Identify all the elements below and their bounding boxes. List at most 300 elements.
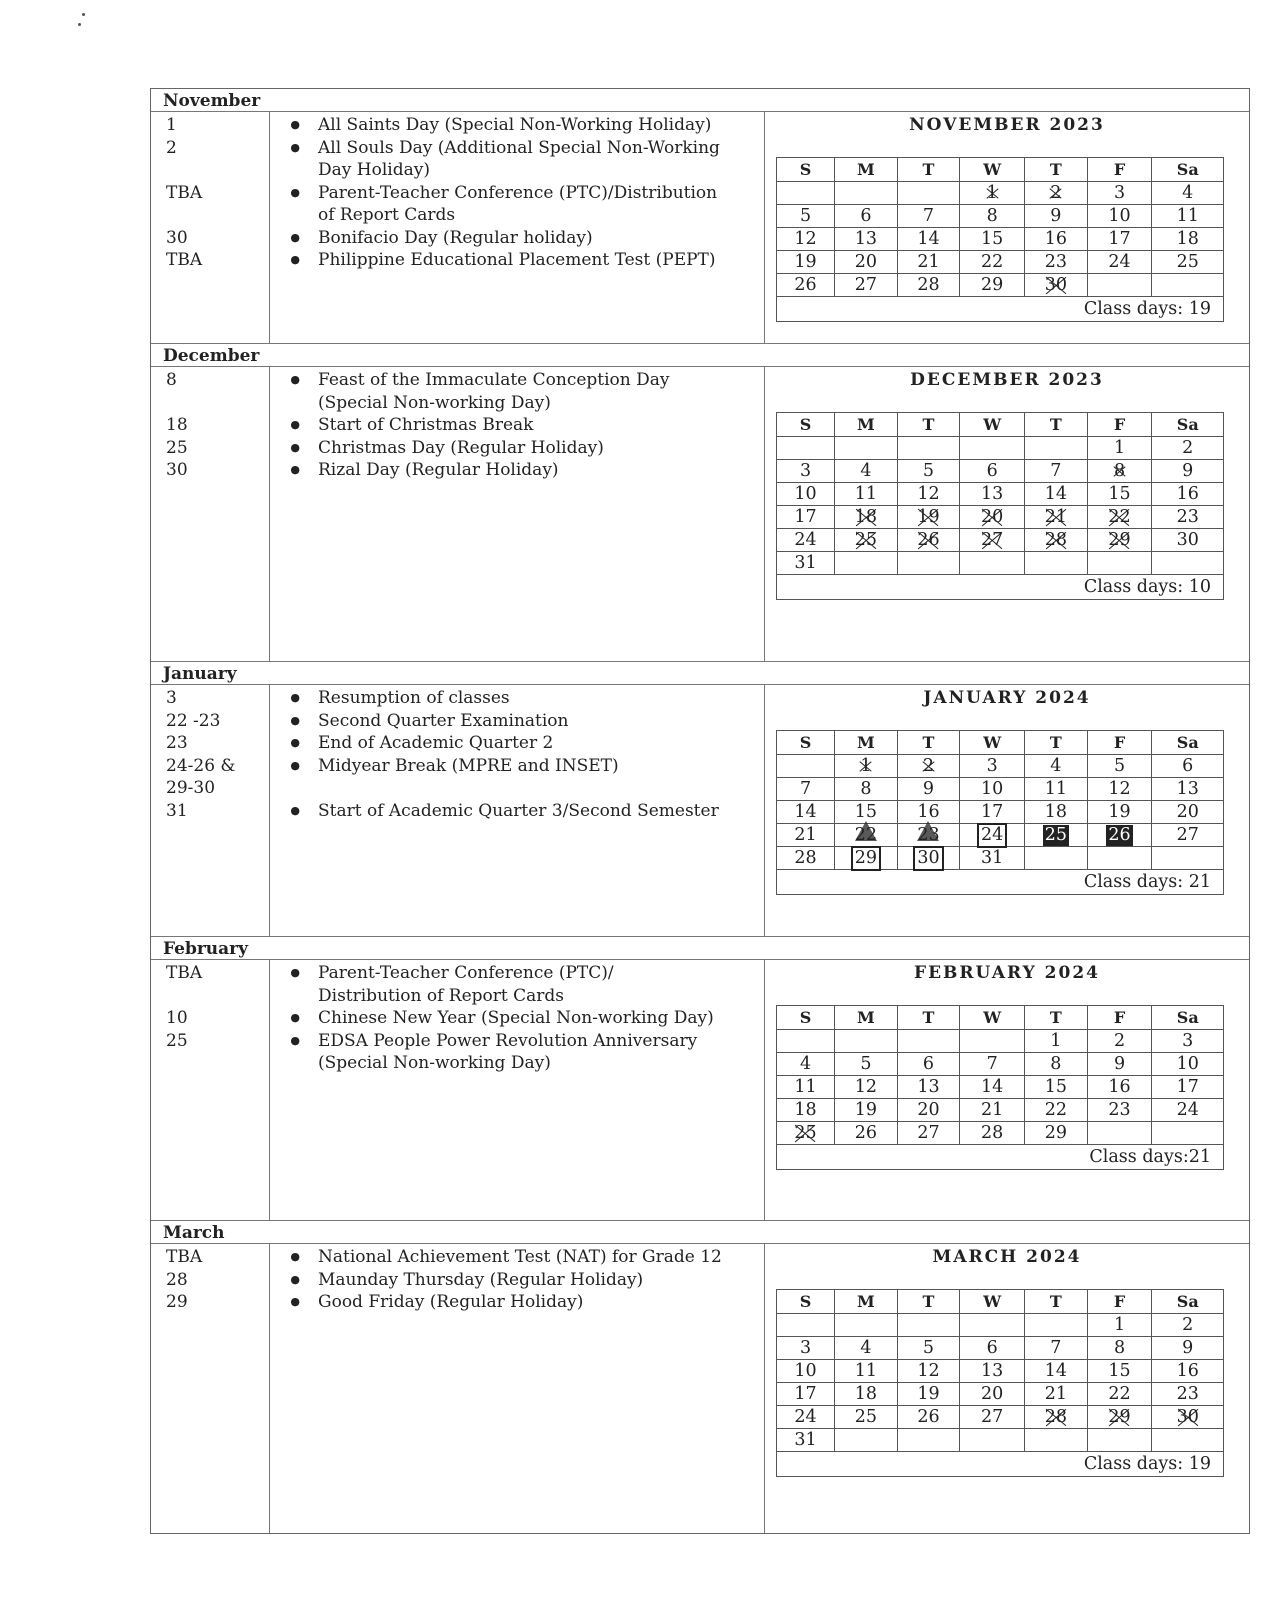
- date-entry: TBA: [166, 1247, 203, 1267]
- day-number: 21: [1044, 1383, 1067, 1404]
- month-heading: January: [151, 662, 1249, 685]
- day-number: 11: [1044, 778, 1067, 799]
- class-days-count: Class days: 19: [777, 1452, 1224, 1477]
- day-number: 5: [922, 460, 935, 481]
- day-number: 3: [1182, 1030, 1194, 1051]
- day-cell: [1025, 205, 1088, 228]
- day-cell: [1152, 483, 1224, 506]
- day-cell: [1025, 274, 1088, 297]
- event-text-line: Rizal Day (Regular Holiday): [318, 460, 559, 480]
- day-number: 13: [1176, 778, 1199, 799]
- day-cell: [777, 506, 835, 529]
- day-cell: [1087, 847, 1152, 870]
- day-cell: [777, 483, 835, 506]
- day-cell: [960, 1337, 1025, 1360]
- bullet-icon: ●: [290, 1033, 300, 1047]
- day-cell: [960, 801, 1025, 824]
- day-cell: [1087, 460, 1152, 483]
- day-cell: [1087, 483, 1152, 506]
- day-number: 7: [1050, 1337, 1062, 1358]
- day-cell: [897, 1122, 960, 1145]
- day-number: 4: [1182, 182, 1194, 203]
- day-cell: [777, 228, 835, 251]
- day-number-crossed: 19: [917, 506, 940, 527]
- day-cell: [1152, 801, 1224, 824]
- bullet-icon: ●: [290, 440, 300, 454]
- day-cell: [1087, 1053, 1152, 1076]
- day-cell: [777, 1076, 835, 1099]
- day-number-crossed: 29: [1108, 529, 1131, 550]
- event-text: [318, 459, 764, 482]
- event-text-line: Feast of the Immaculate Conception Day: [318, 370, 670, 390]
- day-cell: [897, 847, 960, 870]
- week-row: [777, 1406, 1224, 1429]
- day-number: 9: [1182, 1337, 1194, 1358]
- day-number-crossed: 29: [1108, 1406, 1131, 1427]
- day-cell: [777, 1122, 835, 1145]
- day-cell: [960, 552, 1025, 575]
- day-cell: [897, 483, 960, 506]
- week-row: [777, 1360, 1224, 1383]
- day-cell: [960, 1360, 1025, 1383]
- event-text-line: Distribution of Report Cards: [318, 985, 565, 1006]
- event-item: [270, 437, 764, 460]
- month-section-january: [151, 662, 1249, 937]
- event-text-line: Maunday Thursday (Regular Holiday): [318, 1269, 644, 1290]
- day-cell: [777, 274, 835, 297]
- day-cell: [1152, 228, 1224, 251]
- event-text: [318, 437, 764, 460]
- week-row: [777, 824, 1224, 847]
- day-cell: [960, 506, 1025, 529]
- day-cell: [897, 274, 960, 297]
- bullet-icon: ●: [290, 736, 300, 749]
- class-days-row: [777, 297, 1224, 322]
- event-item: [270, 137, 764, 182]
- day-cell: [1087, 1360, 1152, 1383]
- day-cell: [897, 1053, 960, 1076]
- event-text-line: Philippine Educational Placement Test (PEPT): [318, 250, 716, 270]
- weekday-header: Sa: [1152, 731, 1224, 755]
- day-number: 10: [794, 483, 817, 504]
- day-cell: [1087, 1099, 1152, 1122]
- week-row: [777, 801, 1224, 824]
- day-cell: [835, 1337, 898, 1360]
- event-item: [270, 182, 764, 227]
- day-cell: [1087, 274, 1152, 297]
- day-number: 17: [981, 801, 1004, 822]
- event-item: [270, 732, 764, 755]
- event-item: [270, 1291, 764, 1314]
- day-cell: [777, 801, 835, 824]
- day-cell: [897, 506, 960, 529]
- day-number-crossed: 2: [922, 755, 935, 776]
- day-cell: [897, 1076, 960, 1099]
- day-cell: [1087, 801, 1152, 824]
- event-text-line: EDSA People Power Revolution Anniversary: [318, 1030, 698, 1051]
- month-body: [151, 367, 1249, 662]
- day-cell: [835, 1076, 898, 1099]
- class-days-row: [777, 1452, 1224, 1477]
- spacer: [270, 777, 764, 800]
- day-cell: [835, 274, 898, 297]
- day-cell: [777, 1053, 835, 1076]
- mini-calendar: [765, 1244, 1249, 1533]
- day-number: 14: [1044, 1360, 1067, 1381]
- day-number: 7: [1050, 460, 1062, 481]
- bullet-icon: ●: [290, 230, 300, 244]
- day-cell: [897, 205, 960, 228]
- day-number-crossed: 27: [981, 529, 1004, 550]
- event-text-line: (Special Non-working Day): [318, 392, 551, 413]
- weekday-header: S: [777, 413, 835, 437]
- week-row: [777, 1053, 1224, 1076]
- event-item: [270, 755, 764, 778]
- day-number: 23: [1176, 506, 1199, 527]
- day-cell: [1152, 1406, 1224, 1429]
- mini-calendar: [765, 960, 1249, 1220]
- day-number: 9: [1182, 460, 1194, 481]
- day-cell: [1087, 1314, 1152, 1337]
- month-heading: March: [151, 1221, 1249, 1244]
- weekday-header: T: [1025, 731, 1088, 755]
- day-number: 28: [794, 847, 817, 868]
- day-number: 19: [794, 251, 817, 272]
- month-section-november: [151, 89, 1249, 344]
- day-cell: [1025, 1314, 1088, 1337]
- day-cell: [960, 1030, 1025, 1053]
- day-cell: [1087, 1030, 1152, 1053]
- day-cell: [777, 552, 835, 575]
- day-cell: [1025, 529, 1088, 552]
- month-section-february: [151, 937, 1249, 1221]
- day-cell: [1087, 529, 1152, 552]
- date-entry: [166, 392, 269, 415]
- day-number-crossed: 1: [860, 755, 872, 776]
- month-body: [151, 1244, 1249, 1533]
- calendar-title: MARCH 2024: [932, 1247, 1082, 1267]
- day-cell: [777, 1030, 835, 1053]
- day-cell: [1025, 824, 1088, 847]
- day-number: 4: [1050, 755, 1062, 776]
- day-cell: [1025, 251, 1088, 274]
- weekday-header: T: [1025, 1006, 1088, 1030]
- date-entry: [166, 204, 269, 227]
- weekday-header: S: [777, 1006, 835, 1030]
- day-number: 18: [1044, 801, 1067, 822]
- weekday-header: Sa: [1152, 413, 1224, 437]
- events-column: [270, 685, 765, 936]
- day-cell: [960, 274, 1025, 297]
- day-cell: [1087, 506, 1152, 529]
- event-text: [318, 732, 764, 755]
- day-number: 31: [794, 552, 817, 573]
- day-cell: [835, 1053, 898, 1076]
- day-cell: [1087, 824, 1152, 847]
- day-number: 11: [1176, 205, 1199, 226]
- day-cell: [1087, 552, 1152, 575]
- day-number: 22: [1108, 1383, 1131, 1404]
- day-cell: [960, 1053, 1025, 1076]
- week-row: [777, 778, 1224, 801]
- day-number: 23: [1176, 1383, 1199, 1404]
- day-number: 3: [799, 460, 812, 481]
- event-text-line: Midyear Break (MPRE and INSET): [318, 755, 619, 776]
- day-number: 9: [1050, 205, 1062, 226]
- day-number: 11: [794, 1076, 817, 1097]
- event-text: [318, 1246, 764, 1269]
- day-number: 27: [917, 1122, 940, 1143]
- month-section-december: [151, 344, 1249, 662]
- weekday-header: Sa: [1152, 1006, 1224, 1030]
- date-entry: 3: [166, 688, 177, 708]
- day-number: 15: [1108, 1360, 1131, 1381]
- weekday-header-row: [777, 1006, 1224, 1030]
- day-cell: [1087, 437, 1152, 460]
- day-number: 20: [854, 251, 878, 272]
- day-cell: [1025, 228, 1088, 251]
- day-cell: [1152, 205, 1224, 228]
- event-text: [318, 687, 764, 710]
- week-row: [777, 552, 1224, 575]
- date-column: [151, 112, 270, 343]
- day-number: 17: [794, 506, 817, 527]
- day-cell: [897, 1406, 960, 1429]
- day-number: 19: [917, 1383, 940, 1404]
- day-cell: [1152, 437, 1224, 460]
- day-number-crossed: 21: [1044, 506, 1067, 527]
- day-number: 27: [854, 274, 878, 295]
- event-text-line: Day Holiday): [318, 160, 430, 180]
- day-number: 24: [794, 1406, 817, 1427]
- events-column: [270, 1244, 765, 1533]
- event-item: [270, 249, 764, 272]
- date-entry: TBA: [166, 182, 203, 203]
- event-text: [318, 227, 764, 250]
- day-cell: [960, 205, 1025, 228]
- day-number-crossed: 1: [986, 182, 998, 203]
- day-number: 2: [1182, 437, 1194, 458]
- day-cell: [897, 824, 960, 847]
- bullet-icon: ●: [290, 373, 300, 386]
- day-number-crossed: 20: [981, 506, 1004, 527]
- day-number-crossed: 30: [1044, 274, 1067, 295]
- day-cell: [777, 460, 835, 483]
- day-cell: [897, 251, 960, 274]
- calendar-title: DECEMBER 2023: [910, 370, 1104, 390]
- day-cell: [1152, 506, 1224, 529]
- day-cell: [1025, 1122, 1088, 1145]
- day-number: 10: [1108, 205, 1131, 226]
- event-item: [270, 1246, 764, 1269]
- month-heading: February: [151, 937, 1249, 960]
- date-column: [151, 960, 270, 1220]
- class-days-row: [777, 870, 1224, 895]
- day-number: 15: [1044, 1076, 1067, 1097]
- week-row: [777, 1122, 1224, 1145]
- day-number-crossed: 25: [854, 529, 878, 550]
- week-row: [777, 1030, 1224, 1053]
- week-row: [777, 205, 1224, 228]
- event-item: [270, 800, 764, 823]
- event-text-line: All Saints Day (Special Non-Working Holiday): [318, 115, 712, 135]
- calendar-grid: [776, 1005, 1224, 1170]
- day-cell: [835, 1099, 898, 1122]
- day-number: 13: [917, 1076, 940, 1097]
- date-entry: TBA: [166, 963, 203, 983]
- week-row: [777, 1076, 1224, 1099]
- event-item: [270, 414, 764, 437]
- class-days-count: Class days: 19: [777, 297, 1224, 322]
- day-cell: [777, 1406, 835, 1429]
- day-cell: [835, 529, 898, 552]
- date-entry: 25: [166, 437, 188, 458]
- day-cell: [897, 228, 960, 251]
- day-cell: [897, 1099, 960, 1122]
- day-cell: [1025, 755, 1088, 778]
- event-item: [270, 227, 764, 250]
- day-number: 15: [854, 801, 878, 822]
- day-number-filled: 25: [1044, 824, 1067, 845]
- day-cell: [1025, 182, 1088, 205]
- day-cell: [1152, 274, 1224, 297]
- weekday-header: F: [1087, 1006, 1152, 1030]
- weekday-header: T: [897, 158, 960, 182]
- day-cell: [1087, 1076, 1152, 1099]
- date-entry: 8: [166, 370, 177, 390]
- event-text: [318, 137, 764, 182]
- day-number: 16: [1176, 1360, 1199, 1381]
- day-cell: [960, 437, 1025, 460]
- calendar-grid: [776, 412, 1224, 600]
- event-text-line: Parent-Teacher Conference (PTC)/Distribution: [318, 182, 718, 203]
- day-cell: [897, 1383, 960, 1406]
- date-entry: 29-30: [166, 778, 216, 798]
- class-days-count: Class days: 10: [777, 575, 1224, 600]
- day-number: 13: [981, 1360, 1004, 1381]
- bullet-icon: ●: [290, 253, 300, 266]
- day-number: 10: [981, 778, 1004, 799]
- weekday-header: M: [835, 158, 898, 182]
- day-cell: [960, 847, 1025, 870]
- day-number: 14: [1044, 483, 1067, 504]
- week-row: [777, 1337, 1224, 1360]
- bullet-icon: ●: [290, 463, 300, 476]
- day-cell: [1025, 460, 1088, 483]
- day-cell: [1087, 1406, 1152, 1429]
- day-cell: [1025, 801, 1088, 824]
- event-text: [318, 369, 764, 414]
- day-cell: [897, 1360, 960, 1383]
- week-row: [777, 182, 1224, 205]
- day-number: 14: [981, 1076, 1004, 1097]
- day-cell: [897, 1429, 960, 1452]
- day-number: 26: [917, 1406, 940, 1427]
- weekday-header: T: [897, 413, 960, 437]
- week-row: [777, 483, 1224, 506]
- month-body: [151, 960, 1249, 1221]
- calendar-title: FEBRUARY 2024: [914, 963, 1100, 983]
- day-cell: [777, 755, 835, 778]
- day-cell: [777, 205, 835, 228]
- week-row: [777, 529, 1224, 552]
- day-number: 14: [917, 228, 940, 249]
- day-cell: [960, 1122, 1025, 1145]
- day-cell: [835, 778, 898, 801]
- date-entry: 22 -23: [166, 710, 221, 731]
- day-cell: [835, 460, 898, 483]
- weekday-header-row: [777, 731, 1224, 755]
- day-number-crossed: 28: [1044, 529, 1067, 550]
- day-cell: [897, 437, 960, 460]
- day-number: 12: [917, 1360, 940, 1381]
- day-cell: [960, 1314, 1025, 1337]
- day-cell: [1087, 205, 1152, 228]
- day-number: 4: [799, 1053, 812, 1074]
- day-cell: [1152, 1314, 1224, 1337]
- event-text-line: End of Academic Quarter 2: [318, 733, 554, 753]
- date-entry: 2: [166, 137, 177, 158]
- day-cell: [835, 1030, 898, 1053]
- day-number: 24: [1108, 251, 1131, 272]
- day-cell: [1087, 228, 1152, 251]
- day-cell: [1152, 1099, 1224, 1122]
- day-number: 12: [854, 1076, 878, 1097]
- day-number: 20: [917, 1099, 940, 1120]
- events-column: [270, 960, 765, 1220]
- week-row: [777, 1429, 1224, 1452]
- calendar-title: NOVEMBER 2023: [909, 115, 1105, 135]
- day-number: 4: [860, 460, 872, 481]
- day-number: 18: [1176, 228, 1199, 249]
- weekday-header: S: [777, 158, 835, 182]
- day-number: 28: [981, 1122, 1004, 1143]
- day-number: 3: [1113, 182, 1126, 203]
- weekday-header: F: [1087, 158, 1152, 182]
- event-text: [318, 249, 764, 272]
- weekday-header: W: [960, 1006, 1025, 1030]
- day-number: 23: [1044, 251, 1067, 272]
- day-number: 29: [981, 274, 1004, 295]
- day-number: 12: [917, 483, 940, 504]
- day-number: 20: [981, 1383, 1004, 1404]
- day-number: 28: [917, 274, 940, 295]
- event-text-line: Start of Christmas Break: [318, 415, 534, 435]
- event-item: [270, 114, 764, 137]
- bullet-icon: ●: [290, 1011, 300, 1024]
- day-number: 21: [917, 251, 940, 272]
- day-cell: [897, 460, 960, 483]
- event-text-line: All Souls Day (Additional Special Non-Working: [318, 137, 720, 158]
- day-cell: [1025, 1030, 1088, 1053]
- month-heading: December: [151, 344, 1249, 367]
- class-days-row: [777, 1145, 1224, 1170]
- day-cell: [835, 1314, 898, 1337]
- day-cell: [1152, 847, 1224, 870]
- day-number: 24: [794, 529, 817, 550]
- bullet-icon: ●: [290, 966, 300, 979]
- day-cell: [1152, 1337, 1224, 1360]
- day-number: 26: [854, 1122, 878, 1143]
- day-number: 31: [794, 1429, 817, 1450]
- day-number: 8: [1050, 1053, 1062, 1074]
- day-cell: [835, 251, 898, 274]
- weekday-header: W: [960, 731, 1025, 755]
- event-text-line: Chinese New Year (Special Non-working Day): [318, 1008, 714, 1028]
- day-cell: [1152, 1360, 1224, 1383]
- event-text: [318, 710, 764, 733]
- day-number-crossed: 28: [1044, 1406, 1067, 1427]
